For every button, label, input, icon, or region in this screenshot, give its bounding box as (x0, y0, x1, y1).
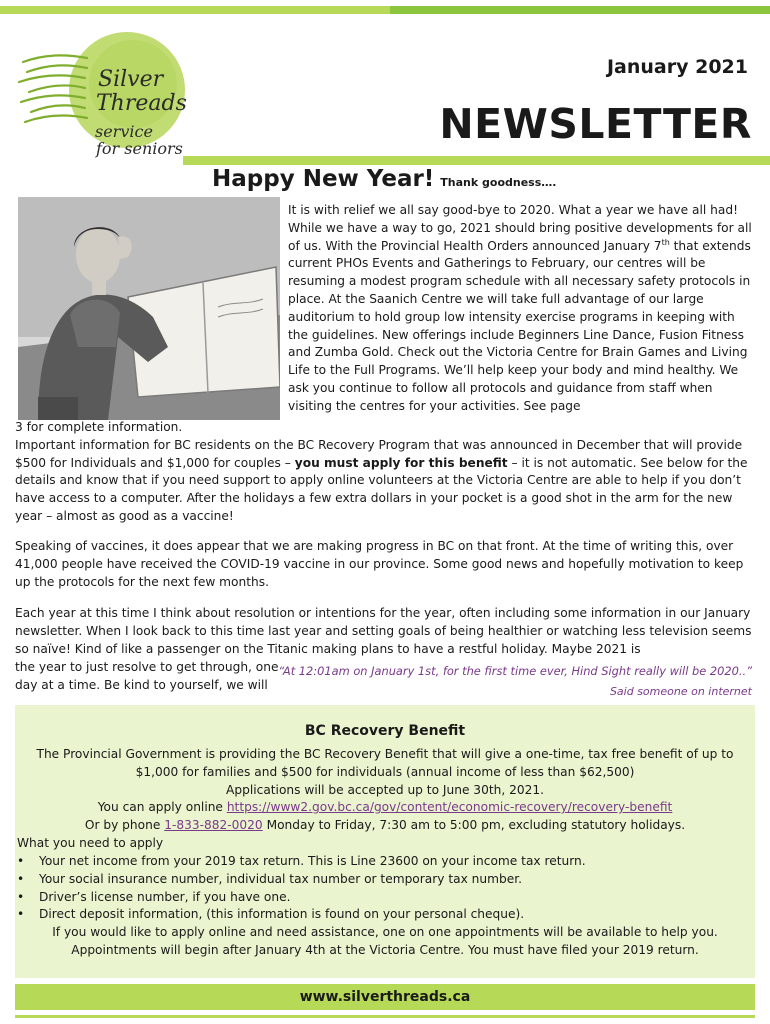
requirement-item: • Direct deposit information, (this information is found on your personal cheque). (17, 906, 586, 924)
benefit-details (15, 746, 755, 835)
person-with-book-image-icon (18, 197, 280, 420)
benefit-phone-line (15, 817, 755, 835)
must-apply-emphasis: you must apply for this benefit (294, 455, 508, 470)
lead-text-b: that extends current PHOs Events and Gatherings to February, our centres will be resuming a modest program schedule with all necessary safety protocols in place. At the Saanich Centre we will take full advantage of our large auditorium to hold group low intensity exercise programs in keeping with the guidelines. New offerings include Beginners Line Dance, Fusion Fitness and Zumba Gold. Check out the Victoria Centre for Brain Games and Living Life to the Full Programs. We’ll help keep your body and mind healthy. We ask you continue to follow all protocols and guidance from staff when visiting the centres for your activities. See page (288, 238, 751, 413)
recovery-intro-paragraph (15, 419, 755, 526)
top-accent-bar-light (0, 6, 390, 14)
title-rule (183, 156, 770, 165)
recovery-intro-text (15, 437, 755, 526)
logo-line-service: service (95, 122, 153, 141)
headline-text: Happy New Year! (212, 166, 435, 192)
lead-text-a: It is with relief we all say good-bye to 2020. What a year we have all had! While we have a way to go, 2021 should bring positive developments for all of us. With the Provincial Health Orders announced January 7 (288, 203, 752, 253)
bottom-rule (15, 1015, 755, 1018)
requirement-item: • Your net income from your 2019 tax return. This is Line 23600 on your income tax return. (17, 853, 586, 871)
assistance-line-1: If you would like to apply online and need assistance, one on one appointments will be available to help you. (52, 925, 718, 939)
benefit-online-line (15, 799, 755, 817)
newsletter-title: NEWSLETTER (439, 100, 752, 148)
recovery-intro-c: – it is not automatic. See below for the details and know that if you need support to apply online volunteers at the Victoria Centre are able to help if you don’t have access to a computer. After the holidays a few extra dollars in your pocket is a good shot in the arm for the new year – almost as good as a vaccine! (15, 455, 748, 523)
phone-prefix: Or by phone (84, 818, 165, 833)
benefit-line-1: The Provincial Government is providing the BC Recovery Benefit that will give a one-time, tax free benefit of up to (36, 747, 734, 761)
phone-hours: Monday to Friday, 7:30 am to 5:00 pm, excluding statutory holidays. (262, 818, 686, 833)
online-prefix: You can apply online (97, 800, 227, 815)
benefit-title: BC Recovery Benefit (304, 723, 466, 739)
vintage-photo (18, 197, 280, 420)
article-headline (212, 166, 556, 192)
quote-attribution: Said someone on internet (609, 685, 752, 698)
assistance-info (15, 924, 755, 960)
logo-line-silver: Silver (98, 67, 164, 92)
requirement-item: • Driver’s license number, if you have one. (17, 889, 586, 907)
logo-line-seniors: for seniors (96, 139, 183, 158)
resolution-paragraph-continued: the year to just resolve to get through, one day at a time. Be kind to yourself, we will (15, 660, 279, 692)
hindsight-quote: “At 12:01am on January 1st, for the first time ever, Hind Sight really will be 2020..” (278, 664, 752, 678)
footer-bar (15, 984, 755, 1010)
bc-recovery-benefit-box (15, 705, 755, 978)
recovery-intro-a: Important information for BC residents on the BC Recovery Program that was announced in December that will provide $500 for Individuals and $1,000 for couples – (15, 437, 743, 470)
requirements-list (17, 853, 586, 924)
silver-threads-logo (15, 28, 215, 158)
lead-paragraph (288, 202, 758, 416)
recovery-benefit-link[interactable]: https://www2.gov.bc.ca/gov/content/economic-recovery/recovery-benefit (226, 800, 673, 815)
page-reference-line: 3 for complete information. (15, 420, 183, 434)
assistance-line-2: Appointments will begin after January 4th at the Victoria Centre. You must have filed your 2019 return. (71, 942, 699, 957)
top-accent-bar-dark (390, 6, 770, 14)
phone-number-link[interactable]: 1-833-882-0020 (164, 818, 263, 833)
resolution-paragraph: Each year at this time I think about resolution or intentions for the year, often including some information in our January newsletter. When I look back to this time last year and setting goals of being healthier or watching less television seems so naïve! Kind of like a passenger on the Titanic making plans to have a restful holiday. Maybe 2021 is (15, 606, 752, 656)
top-accent-bar (0, 6, 770, 14)
logo-line-threads: Threads (96, 91, 187, 116)
website-link[interactable]: www.silverthreads.ca (299, 989, 471, 1005)
lead-superscript: th (661, 237, 670, 247)
vaccine-paragraph: Speaking of vaccines, it does appear that we are making progress in BC on that front. At the time of writing this, over 41,000 people have received the COVID-19 vaccine in our province. Some good news and hopefully motivation to keep up the protocols for the next few months. (15, 539, 744, 589)
requirements-heading: What you need to apply (17, 836, 164, 850)
benefit-line-2: $1,000 for families and $500 for individuals (annual income of less than $62,500) (135, 764, 635, 779)
benefit-line-3: Applications will be accepted up to June 30th, 2021. (226, 782, 544, 797)
headline-subhead: Thank goodness…. (440, 176, 557, 189)
requirement-item: • Your social insurance number, individual tax number or temporary tax number. (17, 871, 586, 889)
issue-date: January 2021 (606, 56, 748, 78)
